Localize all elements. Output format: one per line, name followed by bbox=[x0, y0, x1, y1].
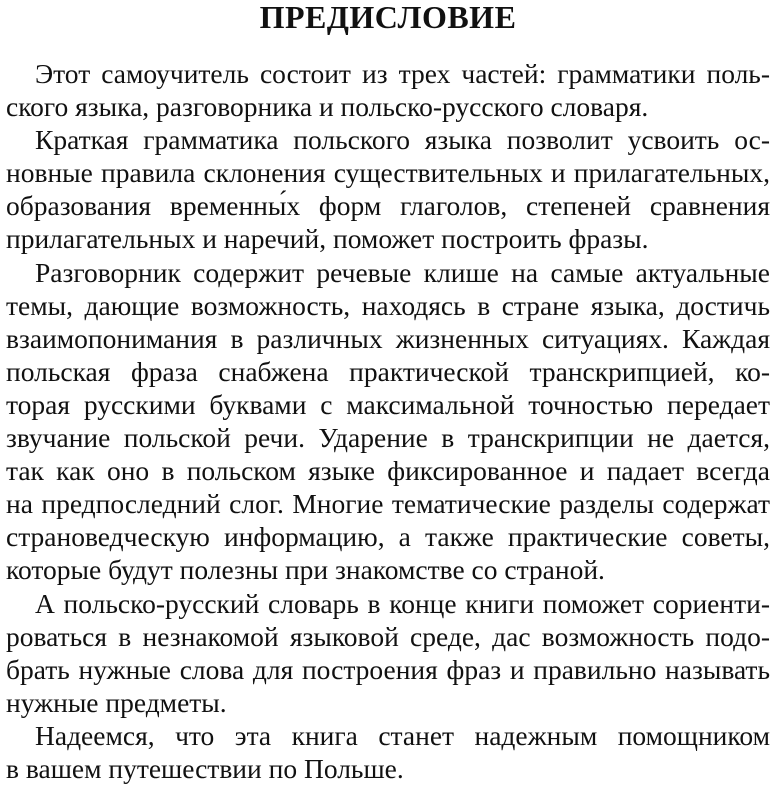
paragraph-dictionary bbox=[6, 587, 770, 719]
text-line: звучание польской речи. Ударение в транскрипции не дается, bbox=[6, 422, 770, 454]
text-line: новные правила склонения существительных и прилагательных, bbox=[6, 157, 770, 189]
paragraph-closing bbox=[6, 719, 770, 785]
text-line: А польско-русский словарь в конце книги поможет сориенти- bbox=[35, 587, 770, 619]
text-line: Краткая грамматика польского языка позволит усвоить ос- bbox=[35, 124, 770, 156]
text-line: так как оно в польском языке фиксированное и падает всегда bbox=[6, 455, 770, 487]
text-line: Надеемся, что эта книга станет надежным помощником bbox=[35, 719, 770, 751]
document-page bbox=[6, 0, 770, 785]
text-line: которые будут полезны при знакомстве со страной. bbox=[6, 554, 605, 586]
text-line: польская фраза снабжена практической транскрипцией, ко- bbox=[6, 355, 770, 387]
text-line: Разговорник содержит речевые клише на самые актуальные bbox=[35, 256, 770, 288]
text-line: роваться в незнакомой языковой среде, дас возможность подо- bbox=[6, 620, 770, 652]
text-line: темы, дающие возможность, находясь в стране языка, достичь bbox=[6, 289, 770, 321]
text-line: в вашем путешествии по Польше. bbox=[6, 752, 404, 784]
page-title: ПРЕДИСЛОВИЕ bbox=[259, 0, 517, 35]
text-line: брать нужные слова для построения фраз и правильно называть bbox=[6, 653, 770, 685]
text-line: нужные предметы. bbox=[6, 686, 227, 718]
text-line: на предпоследний слог. Многие тематические разделы содержат bbox=[6, 488, 770, 520]
text-line: торая русскими буквами с максимальной точностью передает bbox=[6, 388, 770, 420]
paragraph-grammar bbox=[6, 123, 770, 255]
text-line: прилагательных и наречий, поможет построить фразы. bbox=[6, 223, 649, 255]
paragraph-intro bbox=[6, 57, 770, 123]
text-line: Этот самоучитель состоит из трех частей: грамматики поль- bbox=[35, 58, 770, 89]
text-line: взаимопонимания в различных жизненных ситуациях. Каждая bbox=[6, 322, 770, 354]
paragraph-phrasebook bbox=[6, 256, 770, 587]
text-line: образования временны́х форм глаголов, степеней сравнения bbox=[6, 190, 770, 222]
text-line: страноведческую информацию, а также практические советы, bbox=[6, 521, 770, 553]
text-line: ского языка, разговорника и польско-русского словаря. bbox=[6, 91, 649, 123]
